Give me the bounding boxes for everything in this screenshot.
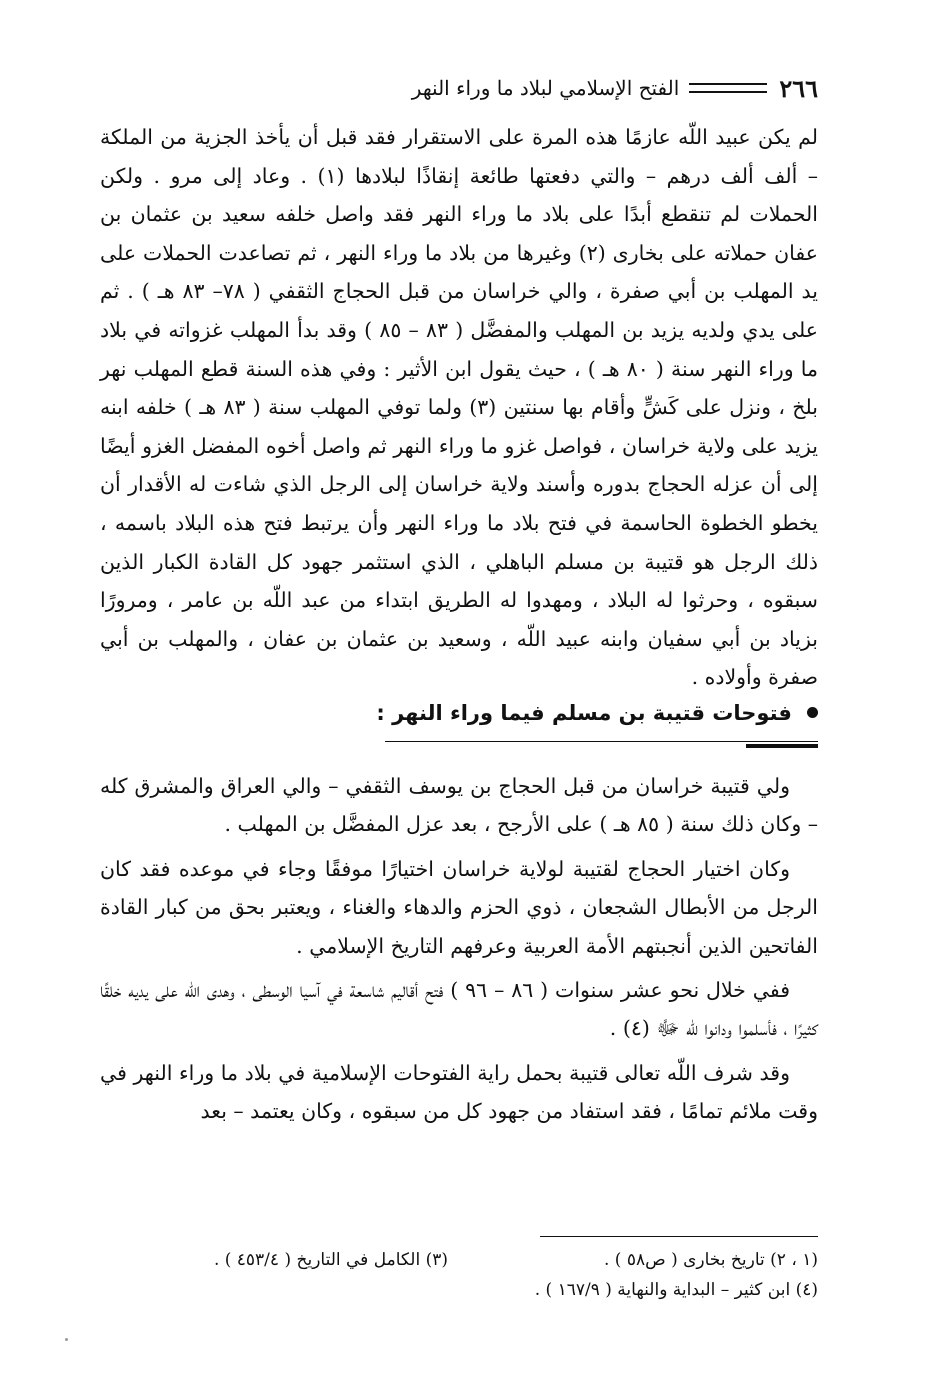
footnote-row (100, 1275, 818, 1305)
scan-speck (65, 1338, 68, 1341)
heading-underline (385, 741, 818, 742)
section-heading-text: فتوحات قتيبة بن مسلم فيما وراء النهر : (376, 700, 792, 725)
section-heading (100, 701, 818, 745)
footnote-3: (٣) الكامل في التاريخ ( ٤٥٣/٤ ) . (213, 1250, 448, 1270)
footnote-4: (٤) ابن كثير – البداية والنهاية ( ١٦٧/٩ ) . (534, 1280, 818, 1300)
footnote-separator (540, 1236, 818, 1237)
book-page (100, 68, 818, 1328)
bullet-icon (807, 707, 818, 718)
section-paragraph: وقد شرف اللّه تعالى قتيبة بحمل راية الفتوحات الإسلامية في بلاد ما وراء النهر في وقت ملائم تمامًا ، فقد استفاد من جهود كل من سبقوه ، وكان يعتمد – بعد (100, 1060, 818, 1124)
intro-paragraph: لم يكن عبيد اللّه عازمًا هذه المرة على الاستقرار فقد قبل أن يأخذ الجزية من الملكة – ألف ألف درهم – والتي دفعتها طائعة إنقاذًا لبلادها (١) . وعاد إلى مرو . ولكن الحملات لم تنقطع أبدًا على بلاد ما وراء النهر فقد واصل خلفه سعيد بن عثمان بن عفان حملاته على بخارى (٢) وغيرها من بلاد ما وراء النهر ، ثم تصاعدت الحملات على يد المهلب بن أبي صفرة ، والي خراسان من قبل الحجاج الثقفي ( ٧٨– ٨٣ هـ ) . ثم على يدي ولديه يزيد بن المهلب والمفضَّل ( ٨٣ – ٨٥ ) وقد بدأ المهلب غزواته في بلاد ما وراء النهر سنة ( ٨٠ هـ ) ، حيث يقول ابن الأثير : وفي هذه السنة قطع المهلب نهر بلخ ، ونزل على كَشٍّ وأقام بها سنتين (٣) ولما توفي المهلب سنة ( ٨٣ هـ ) خلفه ابنه يزيد على ولاية خراسان ، فواصل غزو ما وراء النهر ثم واصل أخوه المفضل الغزو أيضًا إلى أن عزله الحجاج بدوره وأسند ولاية خراسان إلى الرجل الذي شاءت له الأقدار أن يخطو الخطوة الحاسمة في فتح بلاد ما وراء النهر وأن يرتبط فتح هذه البلاد باسمه ، ذلك الرجل هو قتيبة بن مسلم الباهلي ، الذي استثمر جهود كل القادة الكبار الذين سبقوه ، وحرثوا له البلاد ، ومهدوا له الطريق ابتداء من عبد اللّه بن عامر ، ومرورًا بزياد بن أبي سفيان وابنه عبيد اللّه ، وسعيد بن عثمان بن عفان ، والمهلب بن أبي صفرة وأولاده . (100, 125, 818, 690)
header-double-rule (689, 83, 767, 93)
footnote-row (100, 1245, 818, 1275)
running-title: الفتح الإسلامي لبلاد ما وراء النهر (411, 76, 680, 100)
page-body (100, 118, 818, 1131)
section-paragraph: ففي خلال نحو عشر سنوات ( ٨٦ – ٩٦ ) فتح أقاليم شاسعة في آسيا الوسطى ، وهدى اللّه على يديه خلقًا كثيرًا ، فأسلموا ودانوا للّه ﷻ (٤) . (100, 977, 818, 1041)
section-paragraph: ولي قتيبة خراسان من قبل الحجاج بن يوسف الثقفي – والي العراق والمشرق كله – وكان ذلك سنة ( ٨٥ هـ ) على الأرجح ، بعد عزل المفضَّل بن المهلب . (100, 773, 818, 837)
page-number: ٢٦٦ (779, 73, 818, 103)
heading-underline-bar (746, 744, 818, 748)
footnote-1-2: (١ ، ٢) تاريخ بخارى ( ص٥٨ ) . (604, 1250, 818, 1270)
footnotes (100, 1236, 818, 1305)
section-paragraph: وكان اختيار الحجاج لقتيبة لولاية خراسان اختيارًا موفقًا وجاء في موعده فقد كان الرجل من الأبطال الشجعان ، ذوي الحزم والدهاء والغناء ، ويعتبر بحق من كبار القادة الفاتحين الذين أنجبتهم الأمة العربية وعرفهم التاريخ الإسلامي . (100, 856, 818, 958)
running-header (100, 68, 818, 108)
